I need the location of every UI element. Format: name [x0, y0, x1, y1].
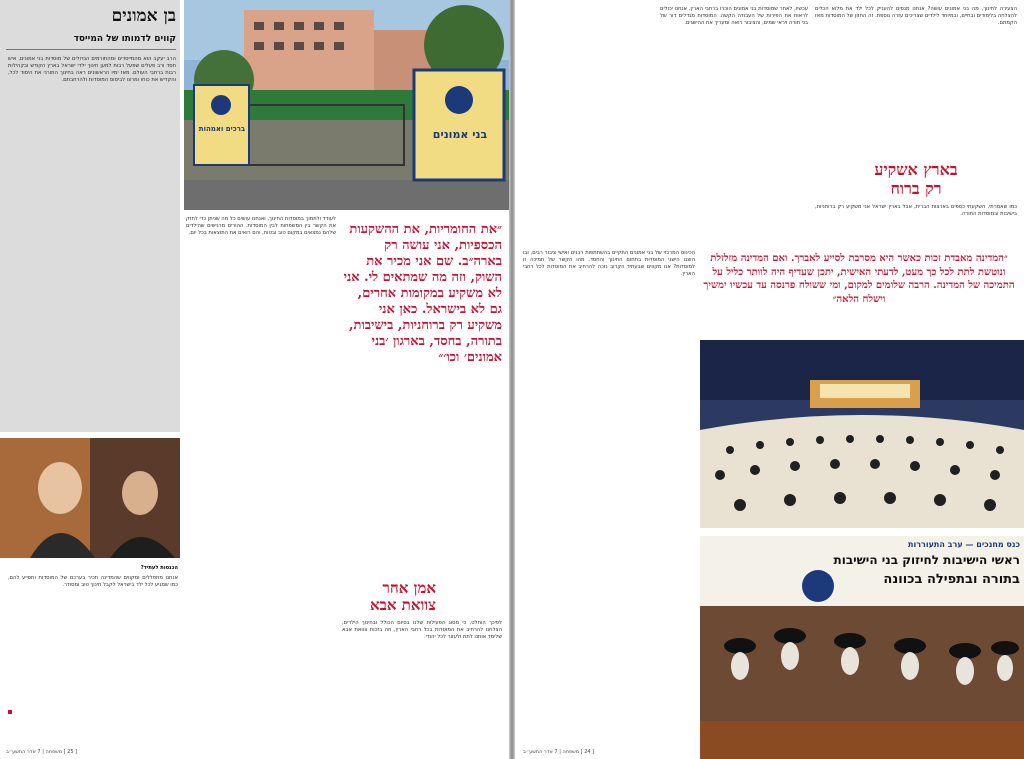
right-folio: [ 24 ] משפחה | 7 אדר התשע״ב: [523, 749, 595, 755]
founder-sidebar: [0, 0, 180, 432]
right-column-middle: [660, 6, 808, 246]
banner-line3: בתורה ובתפילה בכוונה: [883, 572, 1020, 587]
right-column-far-right: [815, 6, 1017, 158]
founder-caption: [8, 565, 178, 715]
pull-quote-left: ״את החומריות, את ההשקעות הכספיות, אני עושה רק בארה״ב. שם אני מכיר את השוק, וזה מה שמתאים לי. אני לא משקיע במקומות אחרים, גם לא בישראל. כאן אני משקיע רק ברוחניות, בישיבות, בתורה, בחסד, בארגון ׳בני אמונים׳ וכו׳״: [343, 222, 502, 365]
left-page: [0, 0, 509, 759]
rabbis-panel-photo: [700, 536, 1024, 759]
section-body: [815, 204, 1017, 244]
section-head-line1: בארץ אשקיע: [874, 160, 958, 179]
middle-column: [186, 216, 336, 708]
banner-line1: כנס מחנכים — ערב התעוררות: [907, 540, 1020, 549]
far-right-text: הצעירה לחינוך, מה בני אמונים עושה? אנחנו מנסים להעניק לכל ילד את מלוא הכלים להצלחה בלימודים ובחיים, ובמיוחד לילדים שצריכים עזרה נוספת. זה החזון של המוסדות מאז הקמתם.: [815, 6, 1017, 26]
left-folio: [ 25 ] משפחה | 7 אדר התשע״ב: [6, 749, 78, 755]
school-building-photo: [184, 0, 509, 210]
caption-heading: הכנסות לעתיד?: [140, 565, 178, 571]
assembly-hall-photo: [700, 340, 1024, 528]
middle-right-text: עכשיו, לאחר שמוסדות בני אמונים הוכרו ברחבי הארץ, אנחנו יכולים לראות את הפירות של העבודה הקשה. המוסדות מגדלים דור של בני תורה ויראי שמים, והציבור רואה ומעריך את ההישגים.: [660, 6, 808, 26]
end-mark: [8, 710, 12, 714]
pull-quote-right: ״המדינה מאבדת זכות כאשר היא מסרבת לסייע לאברך. ואם המדינה מזלזלת ונוטשת לתת לכל כך מעט, לדעתי האישית, יתכן שעדיף היה לוותר כליל על התמיכה של המדינה. הרבה שלומים למקום, ומי ששולח פרנסה עד עכשיו ימשיך וישלח הלאה״: [703, 253, 1015, 305]
section-body-text: כמו שאמרתי, השקעתי כספים בארצות הברית, אבל בארץ ישראל אני משקיע רק ברוחניות, בישיבות ובמוסדות התורה.: [815, 204, 1017, 217]
subhead-body: [342, 620, 502, 708]
subhead-father-will: אמן אחר צוואת אבא: [369, 579, 436, 614]
bottom-column-text: הכינוס המרכזי של בני אמונים התקיים בהשתתפות רבנים ואישי ציבור רבים, ובו הוצגו הישגי המוסדות בתחום החינוך והחסד. מהו הקשר של תמיכה זו למוסדות? אנו מקווים שבעתיד הקרוב נזכה להרחיב את המוסדות לכל רחבי הארץ.: [523, 250, 695, 277]
subhead-body-text: לפיכך הוחלט, כי מסוג הפעילות שלנו בסיום הכולל ובחינוך הילדים, הצלחנו להרחיב את המוסדות בכל רחבי הארץ, וזה בזכות צוואת אבא שלימד אותנו לתת ולעזור לכל יהודי.: [342, 620, 502, 640]
bottom-column: [523, 250, 695, 730]
right-page: [515, 0, 1024, 759]
banner-line2: ראשי הישיבות לחיזוק בני הישיבות: [833, 553, 1020, 567]
sidebar-body: [8, 56, 176, 428]
section-head-line2: רק ברוח: [890, 179, 942, 198]
middle-column-text: לעודד ולתמוך במוסדות החינוך, ואנחנו עושים כל מה שניתן כדי לחזק את הקשר בין המשפחות לבין המוסדות. ההורים מרגישים שהילדים שלהם נמצאים במקום טוב ובטוח, והם רואים את התוצאות בכל יום.: [186, 216, 336, 236]
sidebar-title: בן אמונים: [111, 6, 176, 26]
founder-photo: [0, 438, 180, 558]
sidebar-divider: [6, 49, 176, 50]
sidebar-body-text: הרב יעקב הוא מהמייסדים ומהתורמים הגדולים של מוסדות בני אמונים, איש חסד ורב פעלים שפעל רבות למען חינוך ילדי ישראל בארץ הקודש ובקהילות רבות ברחבי העולם. מאז ימיו הראשונים ראה בחינוך התורני את היסוד לכל, והקדיש את כוחו ומרצו לביסוס המוסדות ולהרחבתם.: [8, 56, 176, 83]
sidebar-subtitle: קווים לדמותו של המייסד: [73, 34, 176, 44]
caption-body: אנחנו מתפללים ומקווים שהמדינה תכיר בערכם של המוסדות ותסייע להם, כמו שמגיע לכל ילד בישראל לקבל חינוך טוב ומסודר.: [8, 575, 178, 588]
section-head-invest: [815, 160, 1017, 198]
school-sign-name: בני אמונים: [432, 128, 488, 141]
school-sign-tagline: ברכים ואמהות: [198, 125, 246, 133]
